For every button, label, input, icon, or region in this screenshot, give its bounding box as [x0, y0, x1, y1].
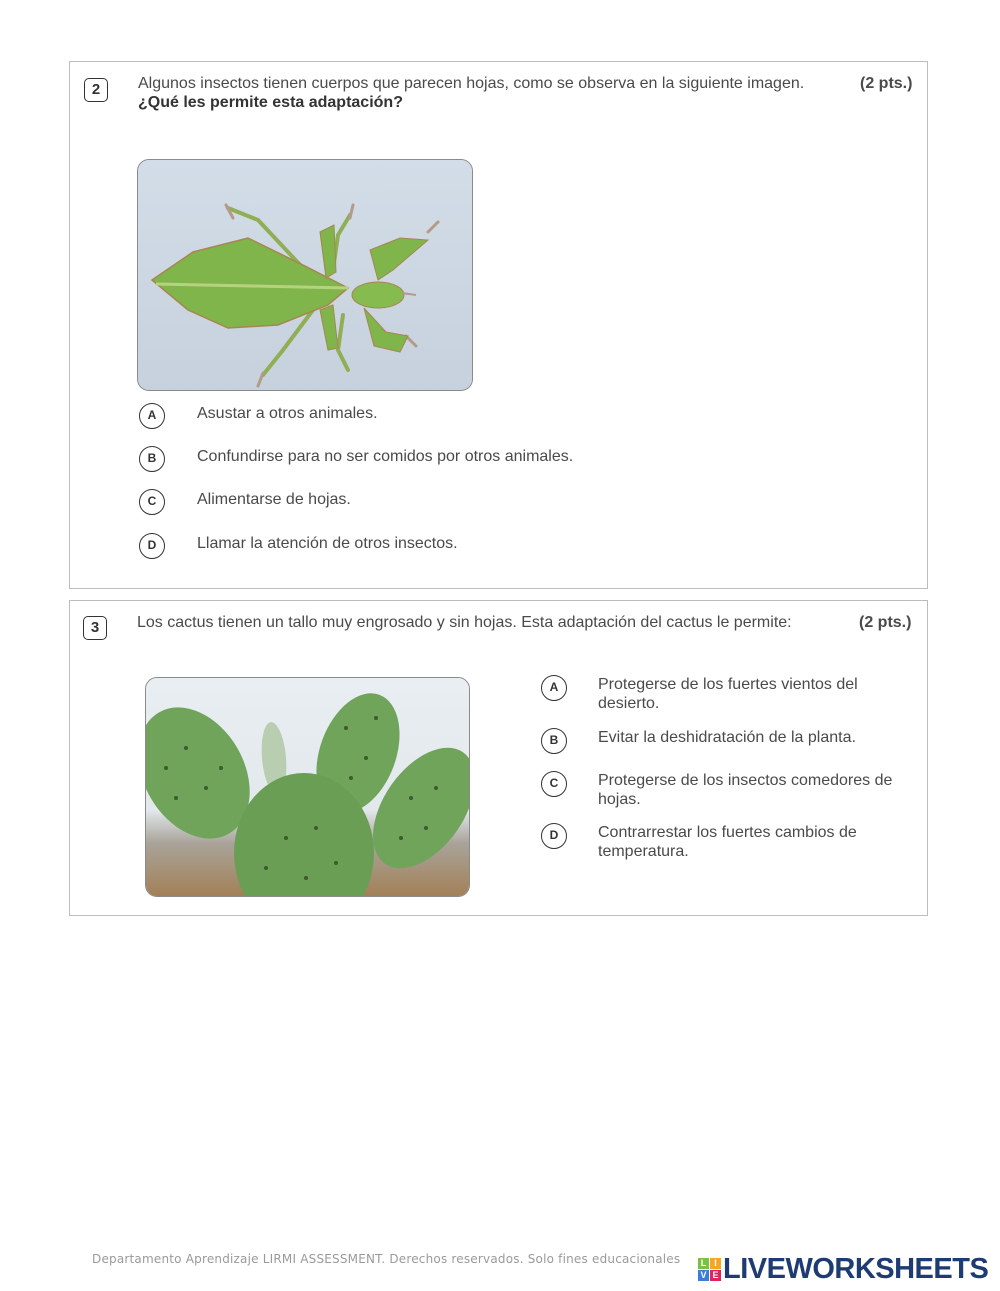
option-letter[interactable]: B — [139, 446, 165, 472]
question-number: 2 — [84, 78, 108, 102]
logo-letter: E — [710, 1270, 721, 1281]
option-text: Confundirse para no ser comidos por otros animales. — [197, 448, 574, 465]
question-2-box — [69, 61, 928, 589]
option-text: Contrarrestar los fuertes cambios de temperatura. — [598, 824, 857, 860]
logo-letter: I — [710, 1258, 721, 1269]
option-a[interactable] — [541, 675, 903, 713]
option-c[interactable] — [541, 771, 903, 809]
question-text: Los cactus tienen un tallo muy engrosado y sin hojas. Esta adaptación del cactus le permite: — [137, 614, 792, 631]
option-letter[interactable]: D — [139, 533, 165, 559]
leaf-insect-illustration — [138, 160, 473, 391]
option-letter[interactable]: C — [541, 771, 567, 797]
question-statement: Algunos insectos tienen cuerpos que parecen hojas, como se observa en la siguiente imagen. — [138, 75, 805, 92]
option-text: Protegerse de los insectos comedores de hojas. — [598, 772, 893, 808]
option-letter[interactable]: B — [541, 728, 567, 754]
option-letter[interactable]: A — [139, 403, 165, 429]
option-b[interactable] — [541, 728, 903, 754]
option-text: Protegerse de los fuertes vientos del desierto. — [598, 676, 858, 712]
leaf-insect-image — [137, 159, 473, 391]
copyright-notice: Departamento Aprendizaje LIRMI ASSESSMENT. Derechos reservados. Solo fines educacionales — [92, 1252, 681, 1266]
option-a[interactable] — [139, 403, 378, 429]
cactus-image — [145, 677, 470, 897]
option-letter[interactable]: C — [139, 489, 165, 515]
option-letter[interactable]: D — [541, 823, 567, 849]
logo-wordmark: LIVEWORKSHEETS — [723, 1253, 989, 1285]
option-text: Asustar a otros animales. — [197, 405, 378, 422]
option-b[interactable] — [139, 446, 573, 472]
question-3-box — [69, 600, 928, 916]
logo-icon — [698, 1258, 721, 1281]
option-text: Llamar la atención de otros insectos. — [197, 535, 458, 552]
option-d[interactable] — [541, 823, 903, 861]
points-label: (2 pts.) — [860, 75, 913, 92]
logo-letter: V — [698, 1270, 709, 1281]
option-letter[interactable]: A — [541, 675, 567, 701]
question-text — [138, 74, 818, 112]
question-prompt: ¿Qué les permite esta adaptación? — [138, 94, 403, 111]
logo-letter: L — [698, 1258, 709, 1269]
option-text: Evitar la deshidratación de la planta. — [598, 729, 856, 746]
cactus-illustration — [146, 678, 470, 897]
option-c[interactable] — [139, 489, 351, 515]
liveworksheets-logo[interactable] — [698, 1255, 988, 1284]
points-label: (2 pts.) — [859, 614, 912, 631]
option-text: Alimentarse de hojas. — [197, 491, 351, 508]
option-d[interactable] — [139, 533, 458, 559]
question-number: 3 — [83, 616, 107, 640]
